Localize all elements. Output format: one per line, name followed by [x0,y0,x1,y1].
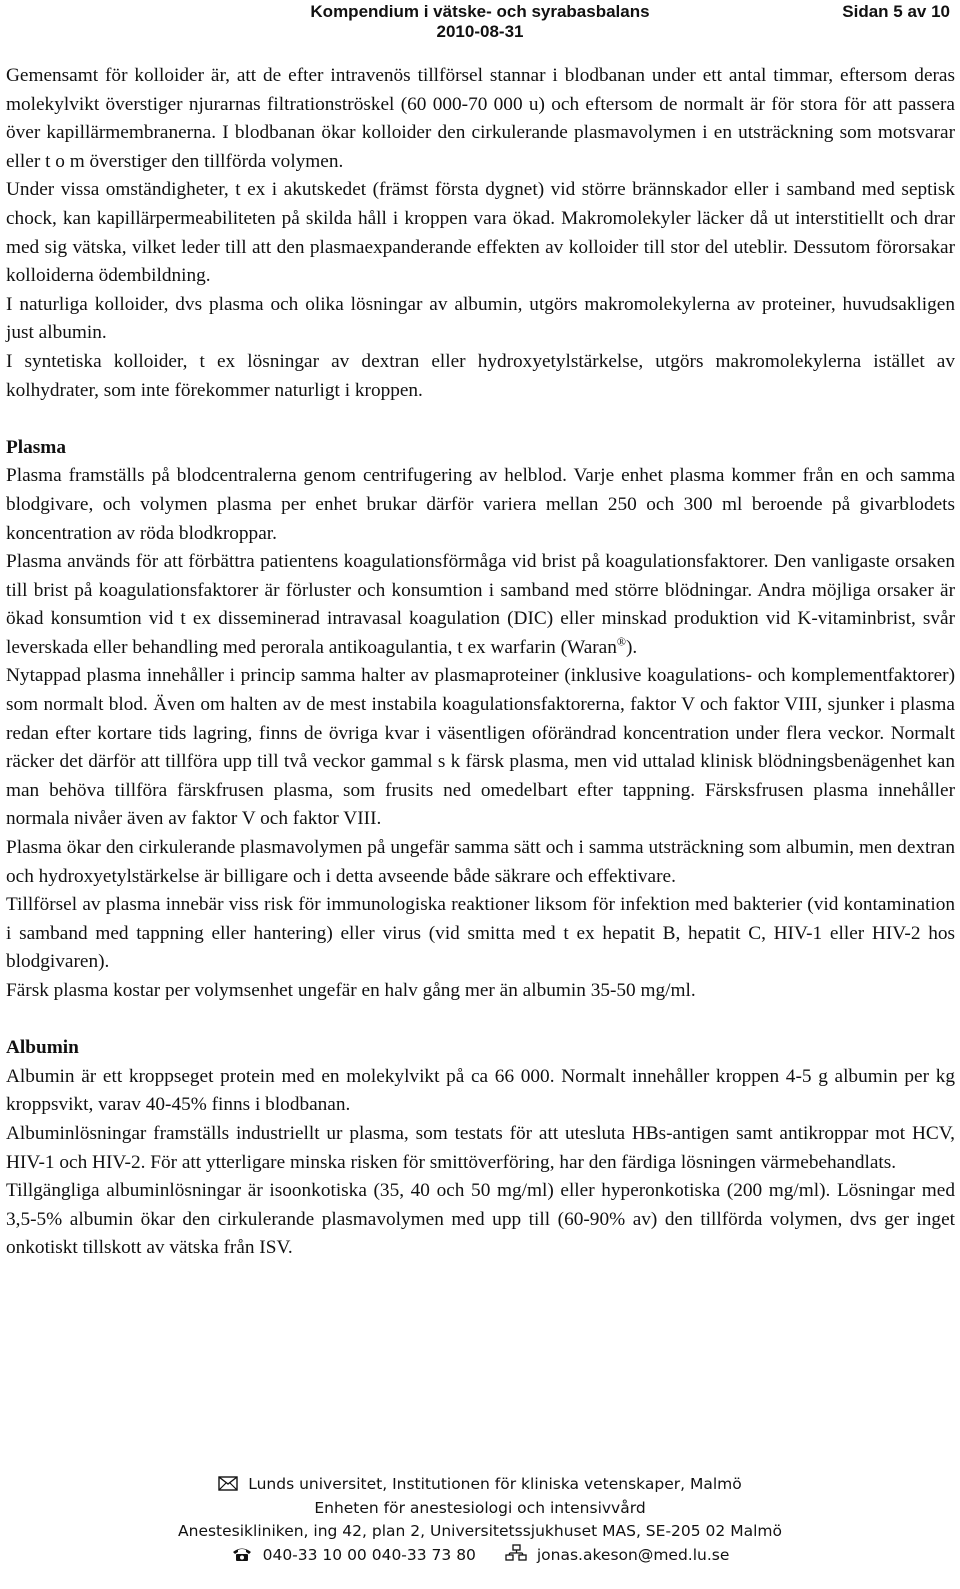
paragraph: Gemensamt för kolloider är, att de efter intravenös tillförsel stannar i blodbanan under ett antal timmar, eftersom deras molekylvikt överstiger njurarnas filtrationströskel (60 000-70 000 u) och eftersom de normalt är för stora för att passera över kapillärmembranerna. I blodbanan ökar kolloider den cirkulerande plasmavolymen i en utsträckning som motsvarar eller t o m överstiger den tillförda volymen. [6,65,955,172]
paragraph: Tillförsel av plasma innebär viss risk för immunologiska reaktioner liksom för infektion med bakterier (vid kontamination i samband med tappning eller hantering) eller virus (vid smitta med t ex hepatit B, hepatit C, HIV-1 eller HIV-2 hos blodgivaren). [6,894,955,973]
paragraph-text: Plasma används för att förbättra patientens koagulationsförmåga vid brist på koagulationsfaktorer. Den vanligaste orsaken till brist på koagulationsfaktorer är förluster och konsumtion i samband med större blödningar. Andra möjliga orsaker är ökad konsumtion vid t ex disseminerad intravasal koagulation (DIC) eller minskad produktion vid K-vitaminbrist, svår leverskada eller behandling med perorala antikoagulantia, t ex warfarin (Waran [6,551,955,658]
spacer [6,1006,955,1035]
page-header [0,0,960,46]
footer-university: Lunds universitet, Institutionen för kliniska vetenskaper, Malmö [248,1475,742,1493]
envelope-icon [218,1473,238,1497]
paragraph: Albumin är ett kroppseget protein med en molekylvikt på ca 66 000. Normalt innehåller kroppen 4-5 g albumin per kg kroppsvikt, varav 40-45% finns i blodbanan. [6,1065,955,1116]
network-icon [505,1544,527,1568]
paragraph: Plasma framställs på blodcentralerna genom centrifugering av helblod. Varje enhet plasma kommer från en och samma blodgivare, och volymen plasma per enhet brukar därför variera mellan 250 och 300 ml beroende på givarblodets koncentration av röda blodkroppar. [6,465,955,544]
paragraph-text: ). [626,636,638,658]
footer-email[interactable]: jonas.akeson@med.lu.se [536,1545,730,1564]
section-heading-albumin: Albumin [6,1037,79,1059]
section-heading-plasma: Plasma [6,436,66,458]
registered-mark: ® [616,634,627,649]
document-body [6,62,955,1263]
document-title: Kompendium i vätske- och syrabasbalans [310,2,650,21]
phone-icon [231,1544,253,1568]
page-footer [0,1473,960,1567]
paragraph: I syntetiska kolloider, t ex lösningar av dextran eller hydroxyetylstärkelse, utgörs makromolekylerna istället av kolhydrater, som inte förekommer naturligt i kroppen. [6,350,955,401]
footer-address-line [0,1473,960,1497]
footer-address: Anestesikliniken, ing 42, plan 2, Universitetssjukhuset MAS, SE-205 02 Malmö [178,1522,782,1540]
footer-unit: Enheten för anestesiologi och intensivvård [314,1498,646,1517]
footer-phones: 040-33 10 00 040-33 73 80 [262,1545,476,1564]
paragraph: Plasma ökar den cirkulerande plasmavolymen på ungefär samma sätt och i samma utsträckning som albumin, men dextran och hydroxyetylstärkelse är billigare och i detta avseende både säkrare och effektivare. [6,837,955,887]
footer-contact-line [0,1544,960,1568]
paragraph [6,548,955,662]
paragraph: Tillgängliga albuminlösningar är isoonkotiska (35, 40 och 50 mg/ml) eller hyperonkotiska (200 mg/ml). Lösningar med 3,5-5% albumin ökar den cirkulerande plasmavolymen med upp till (60-90% av) den tillförda volymen, dvs ger inget onkotiskt tillskott av vätska från ISV. [6,1180,955,1259]
page-number: Sidan 5 av 10 [842,2,950,21]
spacer [6,405,955,434]
paragraph: Albuminlösningar framställs industriellt ur plasma, som testats för att utesluta HBs-antigen samt antikroppar mot HCV, HIV-1 och HIV-2. För att ytterligare minska risken för smittöverföring, har den färdiga lösningen värmebehandlats. [6,1122,955,1173]
paragraph: I naturliga kolloider, dvs plasma och olika lösningar av albumin, utgörs makromolekylerna av proteiner, huvudsakligen just albumin. [6,293,955,344]
paragraph: Färsk plasma kostar per volymsenhet ungefär en halv gång mer än albumin 35-50 mg/ml. [6,980,696,1001]
document-date: 2010-08-31 [436,22,524,41]
paragraph: Nytappad plasma innehåller i princip samma halter av plasmaproteiner (inklusive koagulations- och komplementfaktorer) som normalt blod. Även om halten av de mest instabila koagulationsfaktorerna, faktor V och faktor VIII, sjunker i plasma redan efter kortare tids lagring, finns de övriga kvar i väsentligen oförändrad koncentration under flera veckor. Normalt räcker det därför att tillföra upp till två veckor gammal s k färsk plasma, men vid uttalad klinisk blödningsbenägenhet kan man behöva tillföra färskfrusen plasma, som frusits ned omedelbart efter tappning. Färsksfrusen plasma innehåller normala nivåer även av faktor V och faktor VIII. [6,665,955,830]
paragraph: Under vissa omständigheter, t ex i akutskedet (främst första dygnet) vid större brännskador eller i samband med septisk chock, kan kapillärpermeabiliteten på skilda håll i kroppen vara ökad. Makromolekyler läcker då ut interstitiellt och drar med sig vätska, vilket leder till att den plasmaexpanderande effekten av kolloider till stor del uteblir. Dessutom förorsakar kolloiderna ödembildning. [6,179,955,287]
